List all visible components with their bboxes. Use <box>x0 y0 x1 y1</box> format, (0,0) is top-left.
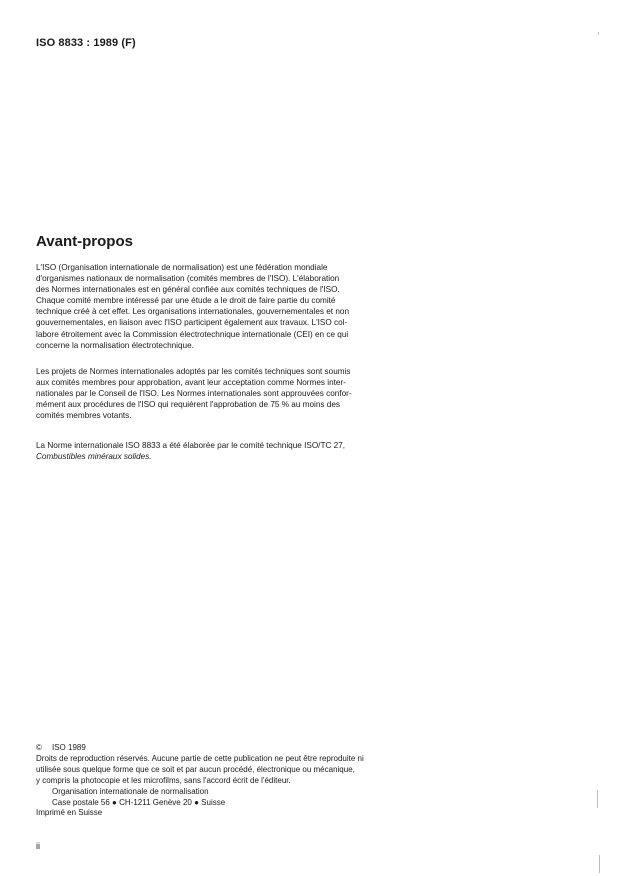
paragraph-line: d'organismes nationaux de normalisation (comités membres de l'ISO). L'élaboration <box>36 274 340 284</box>
foreword-paragraph-2 <box>36 366 392 421</box>
document-header: ISO 8833 : 1989 (F) <box>36 37 136 49</box>
rights-line: Droits de reproduction réservés. Aucune partie de cette publication ne peut être reproduite ni <box>36 754 364 763</box>
printed-in: Imprimé en Suisse <box>36 808 103 817</box>
paragraph-line: aux comités membres pour approbation, avant leur acceptation comme Normes inter- <box>36 378 346 388</box>
rights-line: y compris la photocopie et les microfilms, sans l'accord écrit de l'éditeur. <box>36 776 291 785</box>
section-title: Avant-propos <box>36 233 133 250</box>
paragraph-line: mément aux procédures de l'ISO qui requièrent l'approbation de 75 % au moins des <box>36 400 340 410</box>
paragraph-line: technique créé à cet effet. Les organisations internationales, gouvernementales et non <box>36 307 349 317</box>
copyright-year: ISO 1989 <box>52 743 86 752</box>
organization-address: Case postale 56 ● CH-1211 Genève 20 ● Suisse <box>52 798 226 807</box>
paragraph-line: comités membres votants. <box>36 411 132 421</box>
organization-name: Organisation internationale de normalisation <box>52 787 209 796</box>
paragraph-line: concerne la normalisation électrotechnique. <box>36 340 194 350</box>
scan-mark <box>599 855 600 873</box>
foreword-paragraph-3 <box>36 440 392 462</box>
copyright-symbol: © <box>36 743 42 752</box>
rights-line: utilisée sous quelque forme que ce soit et par aucun procédé, électronique ou mécanique, <box>36 765 355 774</box>
scan-mark <box>597 790 598 808</box>
paragraph-line: gouvernementales, en liaison avec l'ISO participent également aux travaux. L'ISO col- <box>36 318 348 328</box>
foreword-paragraph-1 <box>36 262 392 351</box>
paragraph-line: La Norme internationale ISO 8833 a été élaborée par le comité technique ISO/TC 27, <box>36 441 346 450</box>
paragraph-line: nationales par le Conseil de l'ISO. Les Normes internationales sont approuvées confor- <box>36 389 352 399</box>
paragraph-line: labore étroitement avec la Commission électrotechnique internationale (CEI) en ce qui <box>36 329 349 339</box>
paragraph-line: Les projets de Normes internationales adoptés par les comités techniques sont soumis <box>36 367 351 376</box>
committee-title: Combustibles minéraux solides. <box>36 452 152 462</box>
paragraph-line: Chaque comité membre intéressé par une étude a le droit de faire partie du comité <box>36 296 336 306</box>
scan-mark <box>598 32 599 35</box>
copyright-year-line <box>36 742 396 753</box>
page-number: ii <box>36 841 40 851</box>
copyright-notice <box>36 742 396 808</box>
paragraph-line: des Normes internationales est en général confiée aux comités techniques de l'ISO. <box>36 285 340 295</box>
paragraph-line: L'ISO (Organisation internationale de normalisation) est une fédération mondiale <box>36 263 328 272</box>
